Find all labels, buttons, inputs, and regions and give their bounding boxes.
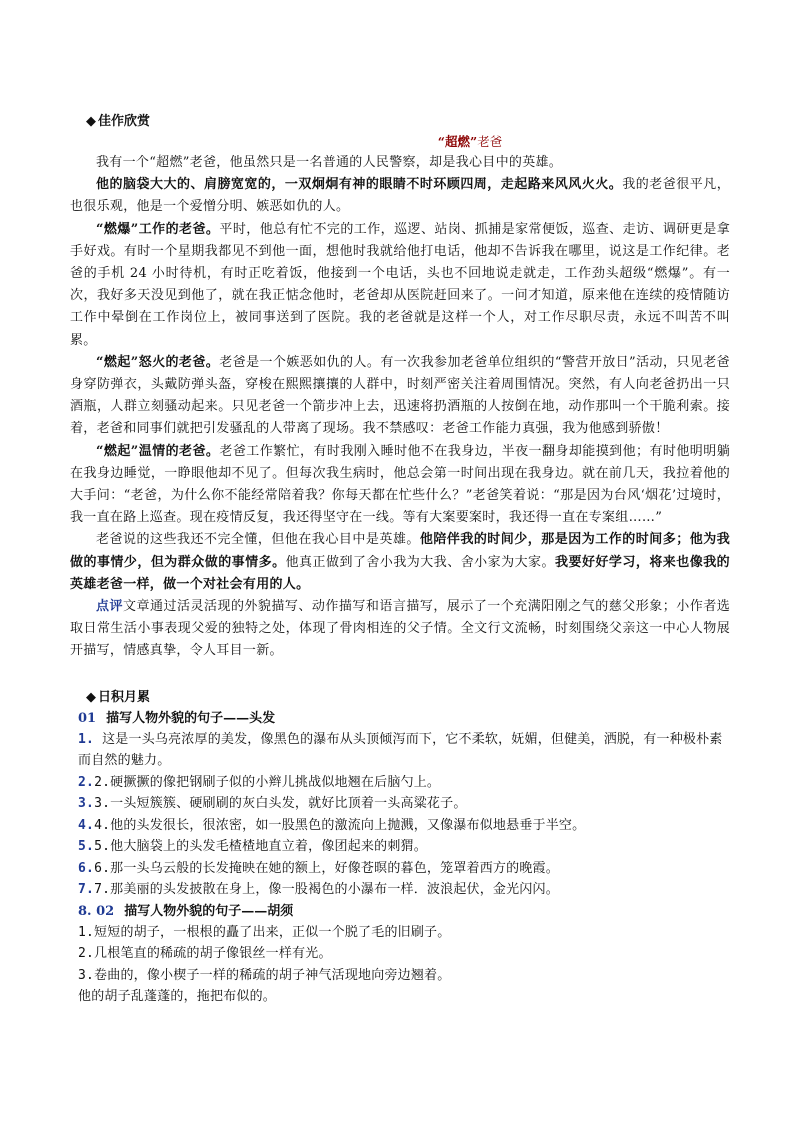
diamond-bullet-icon: ◆ — [86, 114, 96, 129]
list-item: 他的胡子乱蓬蓬的，拖把布似的。 — [78, 989, 277, 1005]
section-heading-accumulation — [86, 688, 730, 708]
essay-comment: 点评文章通过活灵活现的外貌描写、动作描写和语言描写，展示了一个充满阳刚之气的慈父形象；小作者选取日常生活小事表现父爱的独特之处，体现了骨肉相连的父子情。全文行文流畅，时刻围绕父亲这一中心人物展开描写，情感真挚，令人耳目一新。 — [70, 599, 730, 659]
list-item: 3.卷曲的，像小楔子一样的稀疏的胡子神气活现地向旁边翘着。 — [78, 967, 451, 983]
list-item: 7.7.那美丽的头发披散在身上，像一股褐色的小瀑布一样．波浪起伏，金光闪闪。 — [78, 882, 559, 898]
diamond-bullet-icon: ◆ — [86, 689, 96, 705]
list-item: 3.3.一头短簇簇、硬刷刷的灰白头发，就好比顶着一头高粱花子。 — [78, 796, 467, 812]
list-item: 4.4.他的头发很长，很浓密，如一股黑色的激流向上抛溅，又像瀑布似地悬垂于半空。 — [78, 817, 586, 833]
essay-paragraph-3: “燃爆”工作的老爸。平时，他总有忙不完的工作，巡逻、站岗、抓捕是家常便饭，巡查、走访、调研更是拿手好戏。有时一个星期我都见不到他一面，想他时我就给他打电话，他却不告诉我在哪里，说这是工作纪律。老爸的手机 24 小时待机，有时正吃着饭，他接到一个电话，头也不回地说走就走，工作劲头超级“燃爆”。有一次，我好多天没见到他了，就在我正惦念他时，老爸却从医院赶回来了。一问才知道，原来他在连续的疫情随访工作中晕倒在工作岗位上，被同事送到了医院。我的老爸就是这样一个人，对工作尽职尽责，永远不叫苦不叫累。 — [70, 221, 730, 348]
essay-title: “超燃”老爸 — [437, 134, 503, 149]
comment-label: 点评 — [96, 599, 123, 615]
subheading-beard: 8. 02 描写人物外貌的句子——胡须 — [78, 903, 294, 919]
list-item: 5.5.他大脑袋上的头发毛楂楂地直立着，像团起来的刺猬。 — [78, 839, 427, 855]
subheading-hair: 01 描写人物外貌的句子——头发 — [78, 710, 276, 726]
list-item: 2.2.硬撅撅的像把钢刷子似的小辫儿挑战似地翘在后脑勺上。 — [78, 774, 441, 790]
essay-paragraph-6: 老爸说的这些我还不完全懂，但他在我心目中是英雄。他陪伴我的时间少，那是因为工作的时间多；他为我做的事情少，但为群众做的事情多。他真正做到了舍小我为大我、舍小家为大家。我要好好学习，将来也像我的英雄老爸一样，做一个对社会有用的人。 — [70, 532, 730, 592]
list-item: 6.6.那一头乌云般的长发掩映在她的额上，好像苍暝的暮色，笼罩着西方的晚霞。 — [78, 860, 559, 876]
essay-paragraph-4: “燃起”怒火的老爸。老爸是一个嫉恶如仇的人。有一次我参加老爸单位组织的“警营开放日”活动，只见老爸身穿防弹衣，头戴防弹头盔，穿梭在熙熙攘攘的人群中，时刻严密关注着周围情况。突然，有人向老爸扔出一只酒瓶，人群立刻骚动起来。只见老爸一个箭步冲上去，迅速将扔酒瓶的人按倒在地，动作那叫一个干脆利索。接着，老爸和同事们就把引发骚乱的人带离了现场。我不禁感叹：老爸工作能力真强，我为他感到骄傲！ — [70, 354, 730, 437]
list-item: 1. 这是一头乌亮浓厚的美发，像黑色的瀑布从头顶倾泻而下，它不柔软，妩媚，但健美，洒脱，有一种极朴素而自然的魅力。 — [78, 731, 723, 769]
section-heading-featured-essay — [86, 112, 730, 132]
essay-paragraph-1: 我有一个“超燃”老爸，他虽然只是一名普通的人民警察，却是我心目中的英雄。 — [96, 155, 563, 170]
section-heading-text: 日积月累 — [98, 689, 151, 705]
list-item: 2.几根笔直的稀疏的胡子像银丝一样有光。 — [78, 946, 332, 962]
document-page — [70, 112, 730, 1008]
section-heading-text: 佳作欣赏 — [98, 114, 151, 129]
list-item: 1.短短的胡子，一根根的矗了出来，正似一个脱了毛的旧刷子。 — [78, 924, 451, 940]
essay-paragraph-2: 他的脑袋大大的、肩膀宽宽的，一双炯炯有神的眼睛不时环顾四周，走起路来风风火火。我的老爸很平凡，也很乐观，他是一个爱憎分明、嫉恶如仇的人。 — [70, 177, 731, 215]
essay-paragraph-5: “燃起”温情的老爸。老爸工作繁忙，有时我刚入睡时他不在我身边，半夜一翻身却能摸到他；有时他明明躺在我身边睡觉，一睁眼他却不见了。但每次我生病时，他总会第一时间出现在我身边。就在前几天，我拉着他的大手问：“老爸，为什么你不能经常陪着我？你每天都在忙些什么？”老爸笑着说：“那是因为台风‘烟花’过境时，我一直在路上巡查。现在疫情反复，我还得坚守在一线。等有大案要案时，我还得一直在专案组……” — [70, 443, 730, 526]
